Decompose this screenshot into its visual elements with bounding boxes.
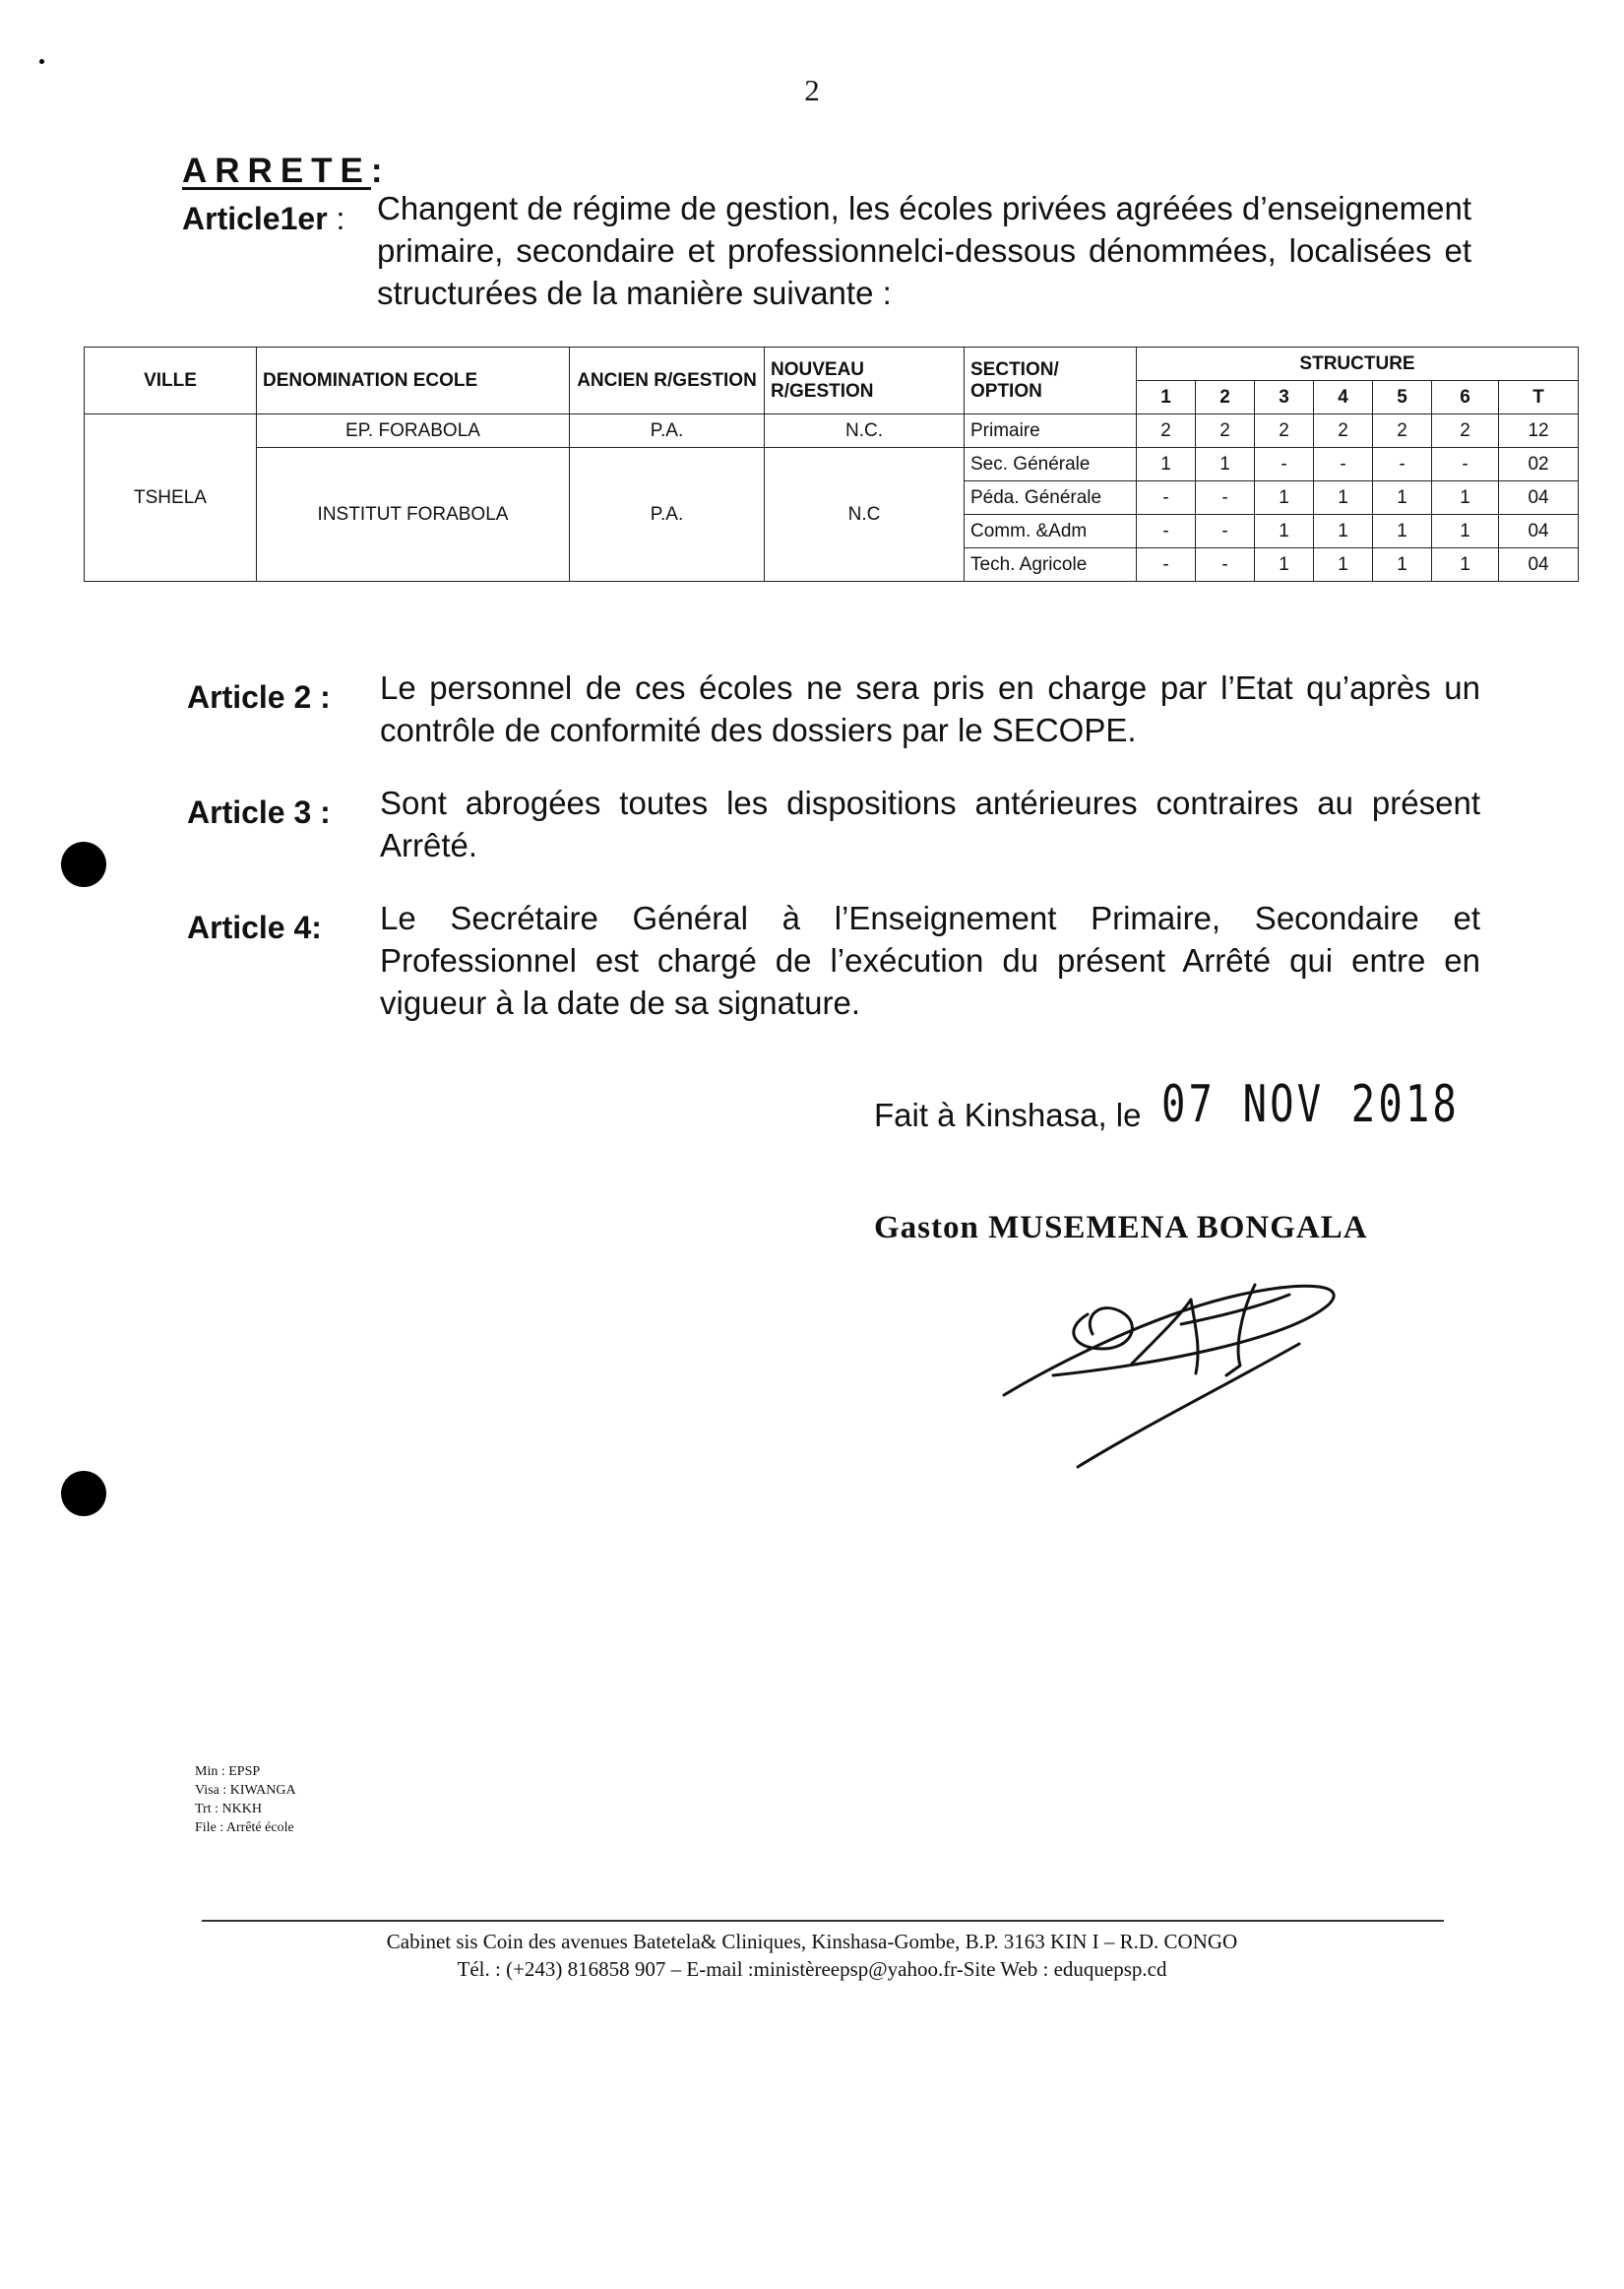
header-col-3: 3	[1255, 381, 1314, 414]
reference-line: File : Arrêté école	[195, 1820, 294, 1835]
article-4-label: Article 4:	[187, 910, 322, 945]
structure-value: -	[1255, 448, 1314, 481]
article-2-label: Article 2 :	[187, 679, 331, 715]
header-col-1: 1	[1137, 381, 1196, 414]
structure-value: 1	[1255, 481, 1314, 515]
structure-value: 2	[1196, 414, 1255, 448]
header-section: SECTION/ OPTION	[965, 348, 1137, 414]
header-col-t: T	[1499, 381, 1579, 414]
nouveau-regime: N.C	[765, 448, 965, 582]
header-denomination: DENOMINATION ECOLE	[257, 348, 570, 414]
place-and-date-label: Fait à Kinshasa, le	[874, 1097, 1142, 1133]
structure-value: 2	[1255, 414, 1314, 448]
section-option: Sec. Générale	[965, 448, 1137, 481]
reference-line: Min : EPSP	[195, 1764, 261, 1779]
heading-colon: :	[370, 152, 391, 190]
structure-value: 1	[1314, 515, 1373, 548]
school-structure-table	[84, 347, 1579, 582]
structure-value: 2	[1432, 414, 1499, 448]
header-col-5: 5	[1373, 381, 1432, 414]
section-option: Péda. Générale	[965, 481, 1137, 515]
footer-divider	[202, 1920, 1444, 1922]
header-col-2: 2	[1196, 381, 1255, 414]
structure-value: 2	[1137, 414, 1196, 448]
ancien-regime: P.A.	[570, 414, 765, 448]
page-number: 2	[804, 73, 820, 107]
section-option: Tech. Agricole	[965, 548, 1137, 582]
school-name: EP. FORABOLA	[257, 414, 570, 448]
date-stamp: 07 NOV 2018	[1161, 1075, 1460, 1134]
school-name: INSTITUT FORABOLA	[257, 448, 570, 582]
footer-address: Cabinet sis Coin des avenues Batetela& Cliniques, Kinshasa-Gombe, B.P. 3163 KIN I – R.D. CONGO	[386, 1930, 1238, 1953]
header-ville: VILLE	[85, 348, 257, 414]
punch-hole-mark	[61, 842, 106, 887]
structure-total: 04	[1499, 481, 1579, 515]
reference-line: Trt : NKKH	[195, 1802, 262, 1816]
article-3-text: Sont abrogées toutes les dispositions antérieures contraires au présent Arrêté.	[380, 785, 1480, 863]
structure-total: 02	[1499, 448, 1579, 481]
header-structure: STRUCTURE	[1137, 348, 1579, 381]
header-col-4: 4	[1314, 381, 1373, 414]
structure-total: 04	[1499, 515, 1579, 548]
structure-value: -	[1196, 515, 1255, 548]
decree-heading	[182, 152, 391, 191]
structure-value: 1	[1196, 448, 1255, 481]
structure-total: 12	[1499, 414, 1579, 448]
ville-cell: TSHELA	[85, 414, 257, 582]
nouveau-regime: N.C.	[765, 414, 965, 448]
article-1-colon: :	[327, 201, 345, 236]
table-row	[85, 448, 1579, 481]
structure-value: 1	[1314, 548, 1373, 582]
ancien-regime: P.A.	[570, 448, 765, 582]
section-option: Comm. &Adm	[965, 515, 1137, 548]
article-2-text: Le personnel de ces écoles ne sera pris en charge par l’Etat qu’après un contrôle de conformité des dossiers par le SECOPE.	[380, 669, 1480, 748]
section-option: Primaire	[965, 414, 1137, 448]
structure-value: -	[1432, 448, 1499, 481]
article-4-text: Le Secrétaire Général à l’Enseignement Primaire, Secondaire et Professionnel est chargé de l’exécution du présent Arrêté qui entre en vigueur à la date de sa signature.	[380, 900, 1480, 1021]
structure-value: 2	[1373, 414, 1432, 448]
structure-value: -	[1137, 515, 1196, 548]
footer-contact: Tél. : (+243) 816858 907 – E-mail :ministèreepsp@yahoo.fr-Site Web : eduquepsp.cd	[457, 1957, 1167, 1981]
structure-value: 1	[1137, 448, 1196, 481]
header-nouveau: NOUVEAU R/GESTION	[765, 348, 965, 414]
article-1-text: Changent de régime de gestion, les écoles privées agréées d’enseignement primaire, secondaire et professionnelci-dessous dénommées, localisées et structurées de la manière suivante :	[377, 190, 1471, 311]
structure-value: -	[1314, 448, 1373, 481]
structure-total: 04	[1499, 548, 1579, 582]
structure-value: 1	[1432, 548, 1499, 582]
structure-value: 1	[1314, 481, 1373, 515]
structure-value: -	[1373, 448, 1432, 481]
structure-value: -	[1196, 548, 1255, 582]
article-1-label	[182, 201, 344, 237]
heading-text: ARRETE	[182, 152, 371, 190]
punch-hole-mark	[61, 1471, 106, 1516]
article-3-label: Article 3 :	[187, 795, 331, 830]
speck-mark	[39, 59, 44, 64]
reference-block	[195, 1762, 296, 1837]
structure-value: 2	[1314, 414, 1373, 448]
structure-value: 1	[1373, 548, 1432, 582]
structure-value: 1	[1432, 481, 1499, 515]
structure-value: 1	[1255, 515, 1314, 548]
structure-value: -	[1137, 548, 1196, 582]
structure-value: -	[1137, 481, 1196, 515]
structure-value: 1	[1373, 515, 1432, 548]
structure-value: 1	[1432, 515, 1499, 548]
table-row	[85, 414, 1579, 448]
handwritten-signature	[994, 1255, 1368, 1482]
reference-line: Visa : KIWANGA	[195, 1783, 296, 1798]
structure-value: 1	[1373, 481, 1432, 515]
article-1-label-text: Article1er	[182, 201, 328, 236]
structure-value: -	[1196, 481, 1255, 515]
header-col-6: 6	[1432, 381, 1499, 414]
header-ancien: ANCIEN R/GESTION	[570, 348, 765, 414]
structure-value: 1	[1255, 548, 1314, 582]
signatory-name: Gaston MUSEMENA BONGALA	[874, 1210, 1368, 1245]
